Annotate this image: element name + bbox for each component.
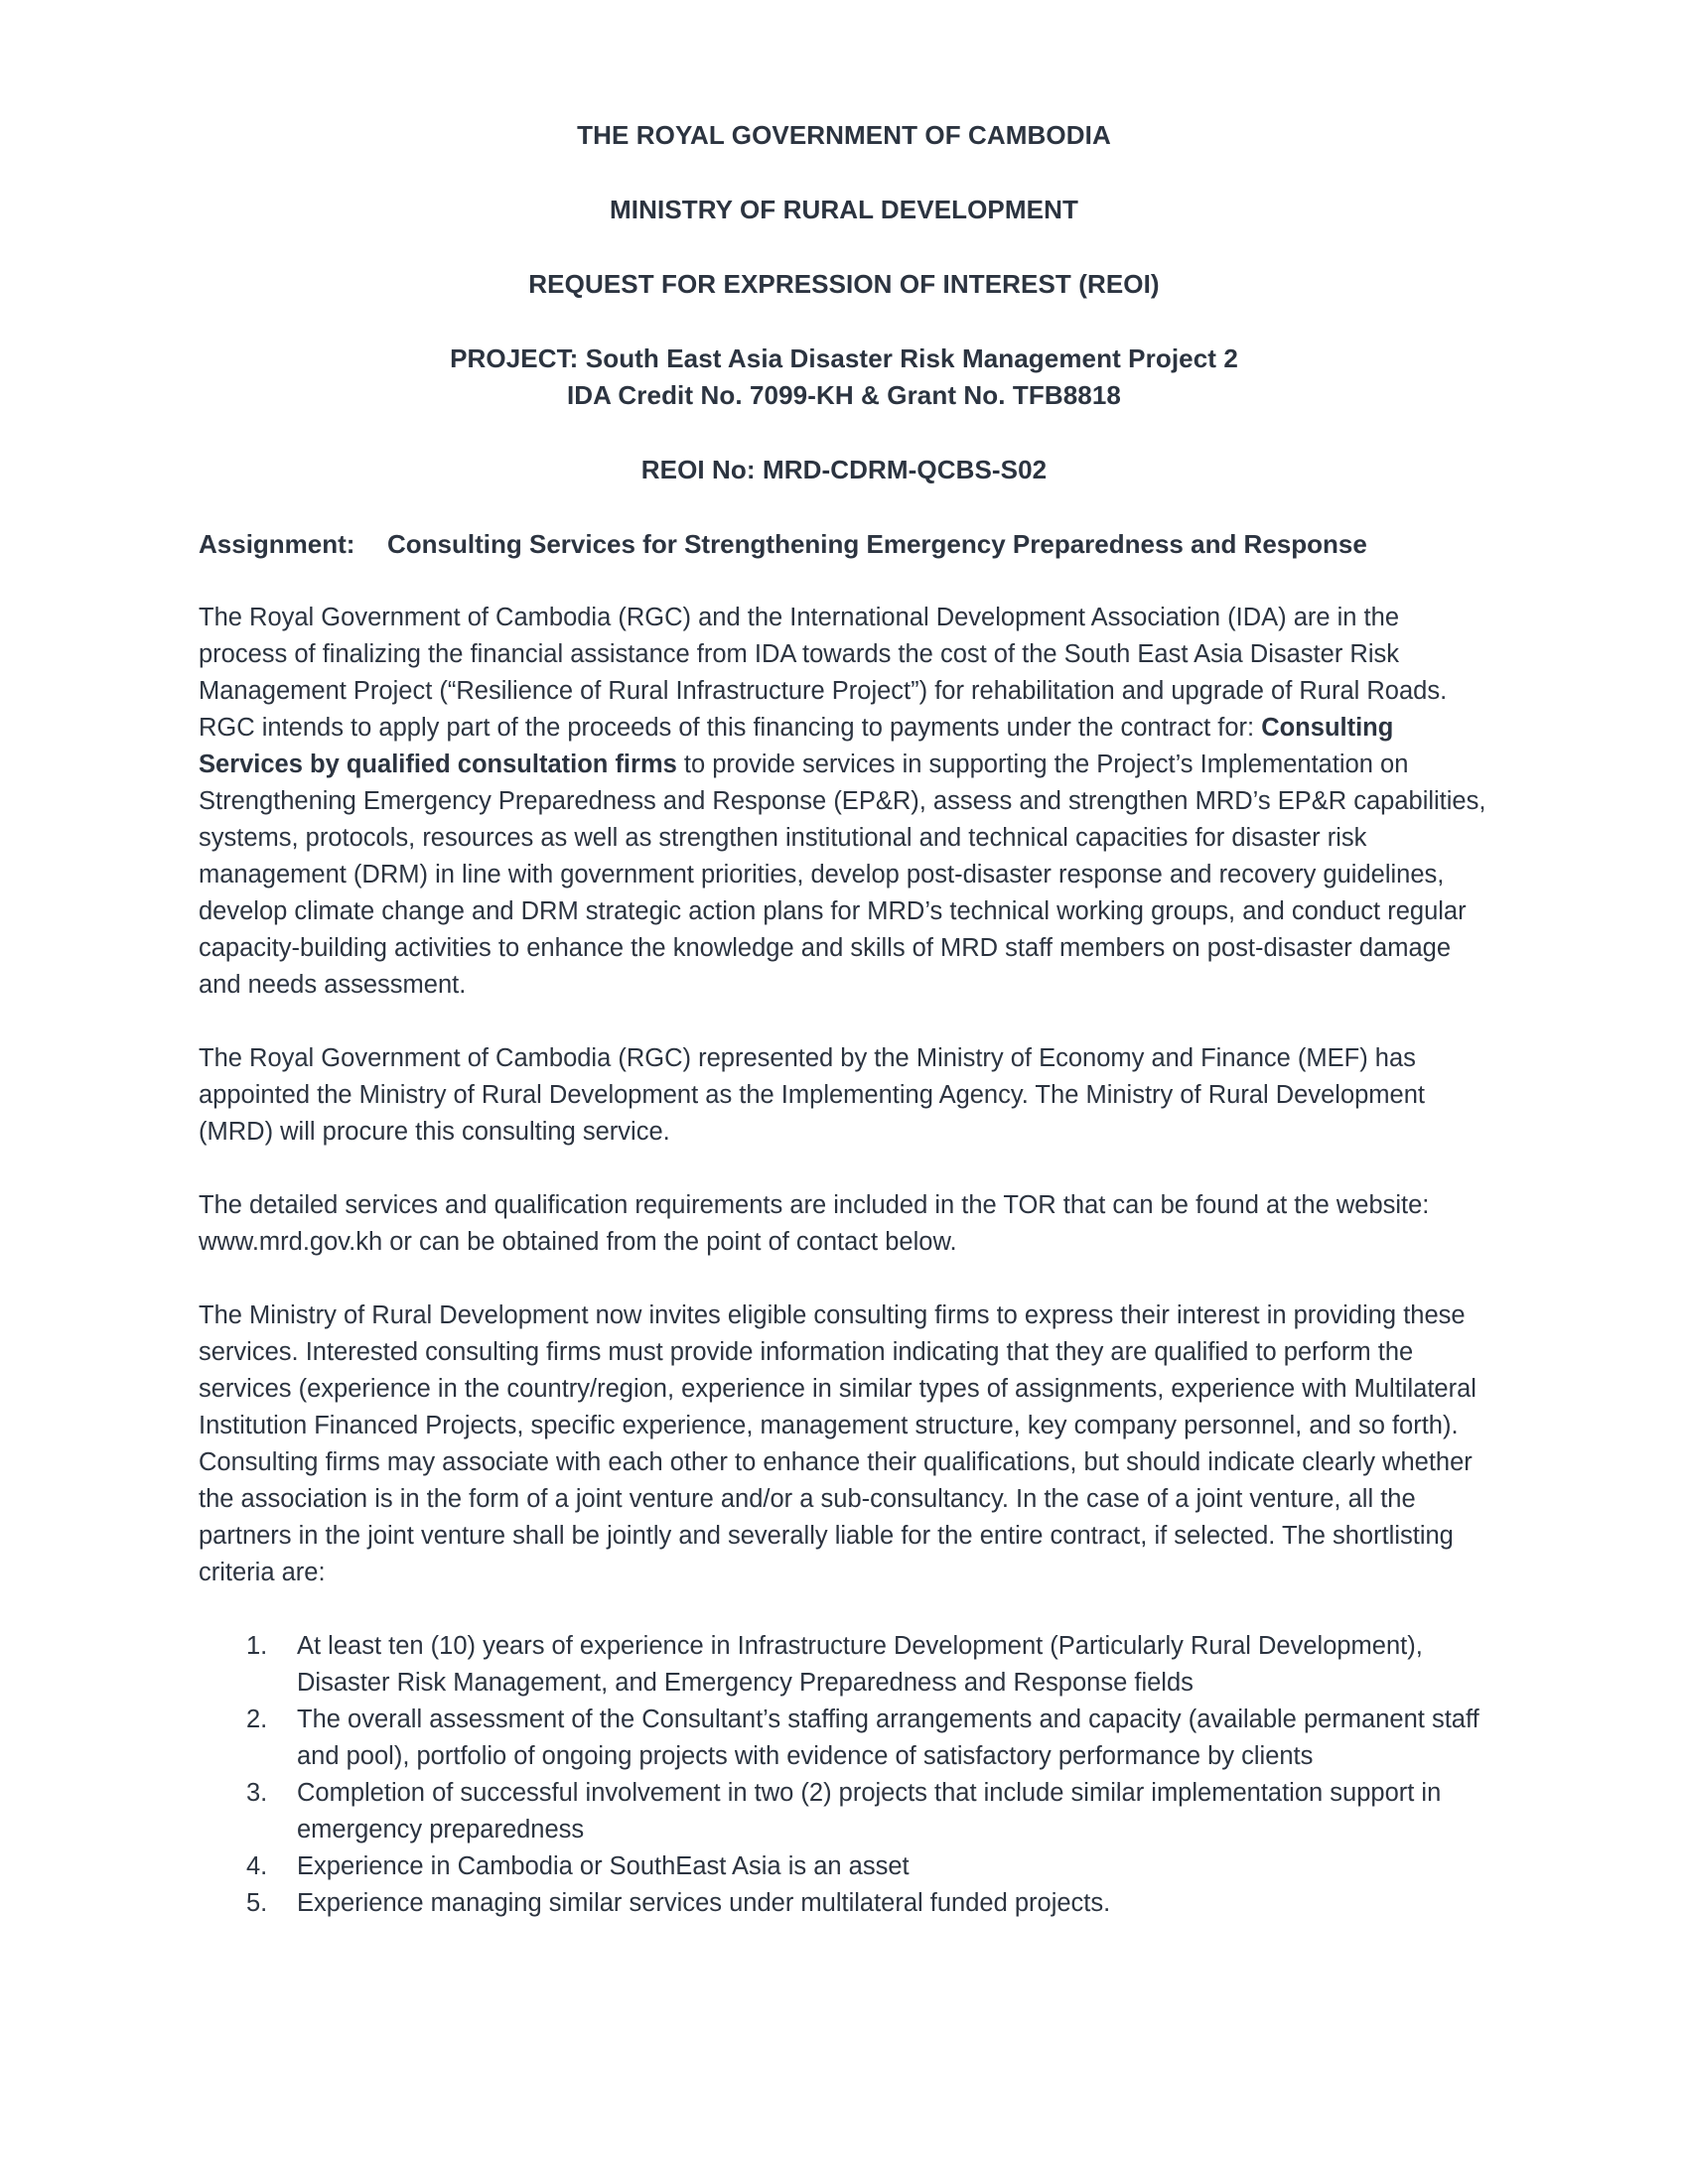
assignment-label: Assignment: [199,529,355,559]
reoi-number: REOI No: MRD-CDRM-QCBS-S02 [640,455,1048,484]
credit-heading: IDA Credit No. 7099-KH & Grant No. TFB8818 [566,380,1121,410]
list-item-text: Completion of successful involvement in two (2) projects that include similar implementation support in emergency preparedness [297,1779,1442,1843]
paragraph-agency: The Royal Government of Cambodia (RGC) represented by the Ministry of Economy and Finance (MEF) has appointed the Ministry of Rural Development as the Implementing Agency. The Ministry of Rural Development (MRD) will procure this consulting service. [199,1044,1425,1146]
list-item [199,1702,1489,1775]
list-item [199,1848,1489,1885]
paragraph-intro [199,600,1489,1004]
paragraph-intro-end: to provide services in supporting the Project’s Implementation on Strengthening Emergency Preparedness and Response (EP&R), assess and strengthen MRD’s EP&R capabilities, systems, protocols, resources as well as strengthen institutional and technical capacities for disaster risk management (DRM) in line with government priorities, develop post-disaster response and recovery guidelines, develop climate change and DRM strategic action plans for MRD’s technical working groups, and conduct regular capacity-building activities to enhance the knowledge and skills of MRD staff members on post-disaster damage and needs assessment. [199,751,1486,999]
paragraph-invitation: The Ministry of Rural Development now invites eligible consulting firms to express their interest in providing these services. Interested consulting firms must provide information indicating that they are qualified to perform the services (experience in the country/region, experience in similar types of assignments, experience with Multilateral Institution Financed Projects, specific experience, management structure, key company personnel, and so forth). Consulting firms may associate with each other to enhance their qualifications, but should indicate clearly whether the association is in the form of a joint venture and/or a sub-consultancy. In the case of a joint venture, all the partners in the joint venture shall be jointly and severally liable for the entire contract, if selected. The shortlisting criteria are: [199,1301,1477,1586]
list-item-text: At least ten (10) years of experience in Infrastructure Development (Particularly Rural Development), Disaster Risk Management, and Emergency Preparedness and Response fields [297,1632,1423,1697]
list-item-text: Experience in Cambodia or SouthEast Asia is an asset [297,1852,910,1880]
list-item-text: Experience managing similar services under multilateral funded projects. [297,1889,1111,1917]
reoi-heading: REQUEST FOR EXPRESSION OF INTEREST (REOI) [528,269,1160,299]
document-page [199,117,1489,1922]
list-item-number: 3. [246,1779,268,1807]
shortlisting-criteria-list [199,1628,1489,1922]
list-item [199,1775,1489,1848]
list-item [199,1885,1489,1922]
assignment-title: Consulting Services for Strengthening Emergency Preparedness and Response [387,529,1367,559]
list-item-number: 1. [246,1632,268,1660]
paragraph-intro-start: The Royal Government of Cambodia (RGC) and the International Development Association (IDA) are in the process of finalizing the financial assistance from IDA towards the cost of the South East Asia Disaster Risk Management Project (“Resilience of Rural Infrastructure Project”) for rehabilitation and upgrade of Rural Roads. RGC intends to apply part of the proceeds of this financing to payments under the contract for: [199,604,1448,742]
list-item-text: The overall assessment of the Consultant’s staffing arrangements and capacity (available permanent staff and pool), portfolio of ongoing projects with evidence of satisfactory performance by clients [297,1706,1479,1770]
list-item-number: 4. [246,1852,268,1880]
list-item-number: 2. [246,1706,268,1733]
ministry-heading: MINISTRY OF RURAL DEVELOPMENT [610,195,1078,224]
paragraph-tor: The detailed services and qualification requirements are included in the TOR that can be found at the website: www.mrd.gov.kh or can be obtained from the point of contact below. [199,1191,1430,1256]
paragraph-intro-bold: Consulting Services by qualified consultation firms [199,714,1394,778]
government-heading: THE ROYAL GOVERNMENT OF CAMBODIA [577,120,1111,150]
project-heading: PROJECT: South East Asia Disaster Risk Management Project 2 [450,343,1238,373]
list-item-number: 5. [246,1889,268,1917]
list-item [199,1628,1489,1702]
assignment-line [199,526,1489,563]
